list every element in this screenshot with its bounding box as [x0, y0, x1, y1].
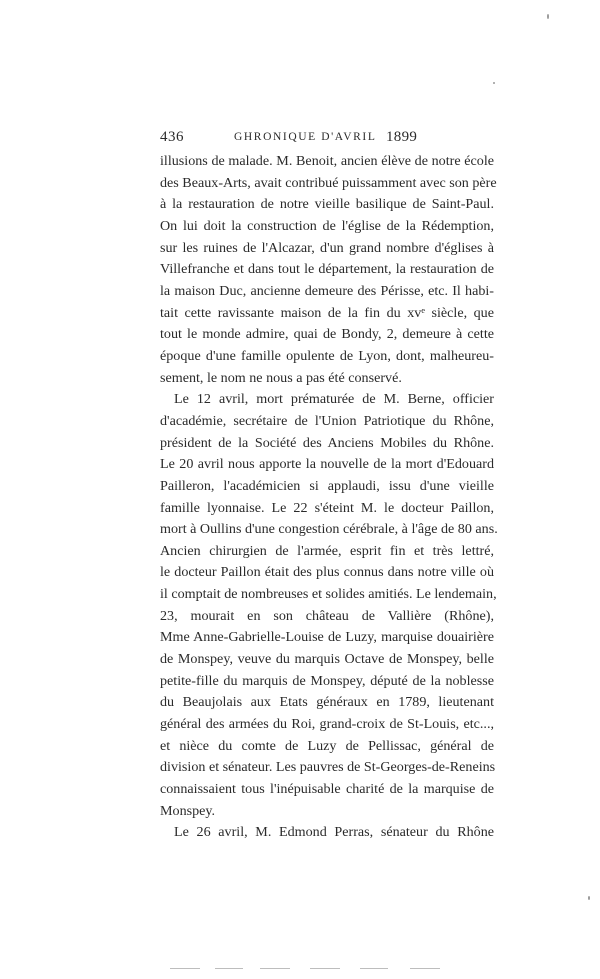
text-line: d'académie, secrétaire de l'Union Patriotique du Rhône, [160, 412, 494, 429]
text-line: On lui doit la construction de l'église de la Rédemption, [160, 217, 494, 234]
text-line: à la restauration de notre vieille basilique de Saint-Paul. [160, 196, 494, 213]
text-line: Le 20 avril nous apporte la nouvelle de la mort d'Edouard [160, 456, 494, 473]
text-line: le docteur Paillon était des plus connus dans notre ville où [160, 564, 494, 581]
paper-speck [588, 896, 590, 900]
text-line: illusions de malade. M. Benoit, ancien élève de notre école [160, 153, 494, 169]
text-line: et nièce du comte de Luzy de Pellissac, général de [160, 737, 494, 754]
page-number: 436 [160, 129, 184, 145]
text-line: Villefranche et dans tout le département, la restauration de [160, 261, 494, 278]
text-line: division et sénateur. Les pauvres de St-Georges-de-Reneins [160, 759, 496, 776]
text-line: tait cette ravissante maison de la fin du xvᵉ siècle, que [160, 304, 494, 321]
text-line: petite-fille du marquis de Monspey, député de la noblesse [160, 672, 494, 689]
text-line: Le 12 avril, mort prématurée de M. Berne, officier [174, 391, 494, 408]
text-line: mort à Oullins d'une congestion cérébrale, à l'âge de 80 ans. [160, 521, 498, 538]
text-line: de Monspey, veuve du marquis Octave de Monspey, belle [160, 651, 494, 668]
text-line: Pailleron, l'académicien si applaudi, issu d'une vieille [160, 477, 494, 494]
text-line: président de la Société des Anciens Mobiles du Rhône. [160, 434, 494, 451]
text-line: il comptait de nombreuses et solides amitiés. Le lendemain, [160, 586, 497, 603]
text-line: époque d'une famille opulente de Lyon, dont, malheureu- [160, 347, 494, 364]
text-line: du Beaujolais aux Etats généraux en 1789, lieutenant [160, 694, 494, 711]
text-line: connaissaient tous l'inépuisable charité de la marquise de [160, 781, 494, 798]
running-head [160, 129, 494, 149]
body-text [160, 151, 498, 844]
text-line: 23, mourait en son château de Vallière (Rhône), [160, 607, 494, 624]
text-line: Le 26 avril, M. Edmond Perras, sénateur du Rhône [174, 824, 494, 841]
text-line: famille lyonnaise. Le 22 s'éteint M. le docteur Paillon, [160, 499, 494, 516]
paper-speck [493, 82, 495, 84]
text-line: sement, le nom ne nous a pas été conservé. [160, 369, 402, 386]
running-title: GHRONIQUE D'AVRIL [234, 131, 377, 143]
text-line: sur les ruines de l'Alcazar, d'un grand nombre d'églises à [160, 239, 494, 256]
text-line: la maison Duc, ancienne demeure des Périsse, etc. Il habi- [160, 282, 494, 299]
paper-speck [547, 14, 549, 19]
text-line: général des armées du Roi, grand-croix de St-Louis, etc..., [160, 716, 494, 733]
text-line: Monspey. [160, 802, 216, 819]
text-line: tout le monde admire, quai de Bondy, 2, demeure à cette [160, 326, 494, 343]
running-year: 1899 [386, 129, 418, 145]
text-line: Ancien chirurgien de l'armée, esprit fin et très lettré, [160, 542, 494, 559]
text-line: des Beaux-Arts, avait contribué puissamment avec son père [160, 174, 497, 191]
page-bottom-marks [170, 968, 450, 970]
text-line: Mme Anne-Gabrielle-Louise de Luzy, marquise douairière [160, 629, 494, 646]
